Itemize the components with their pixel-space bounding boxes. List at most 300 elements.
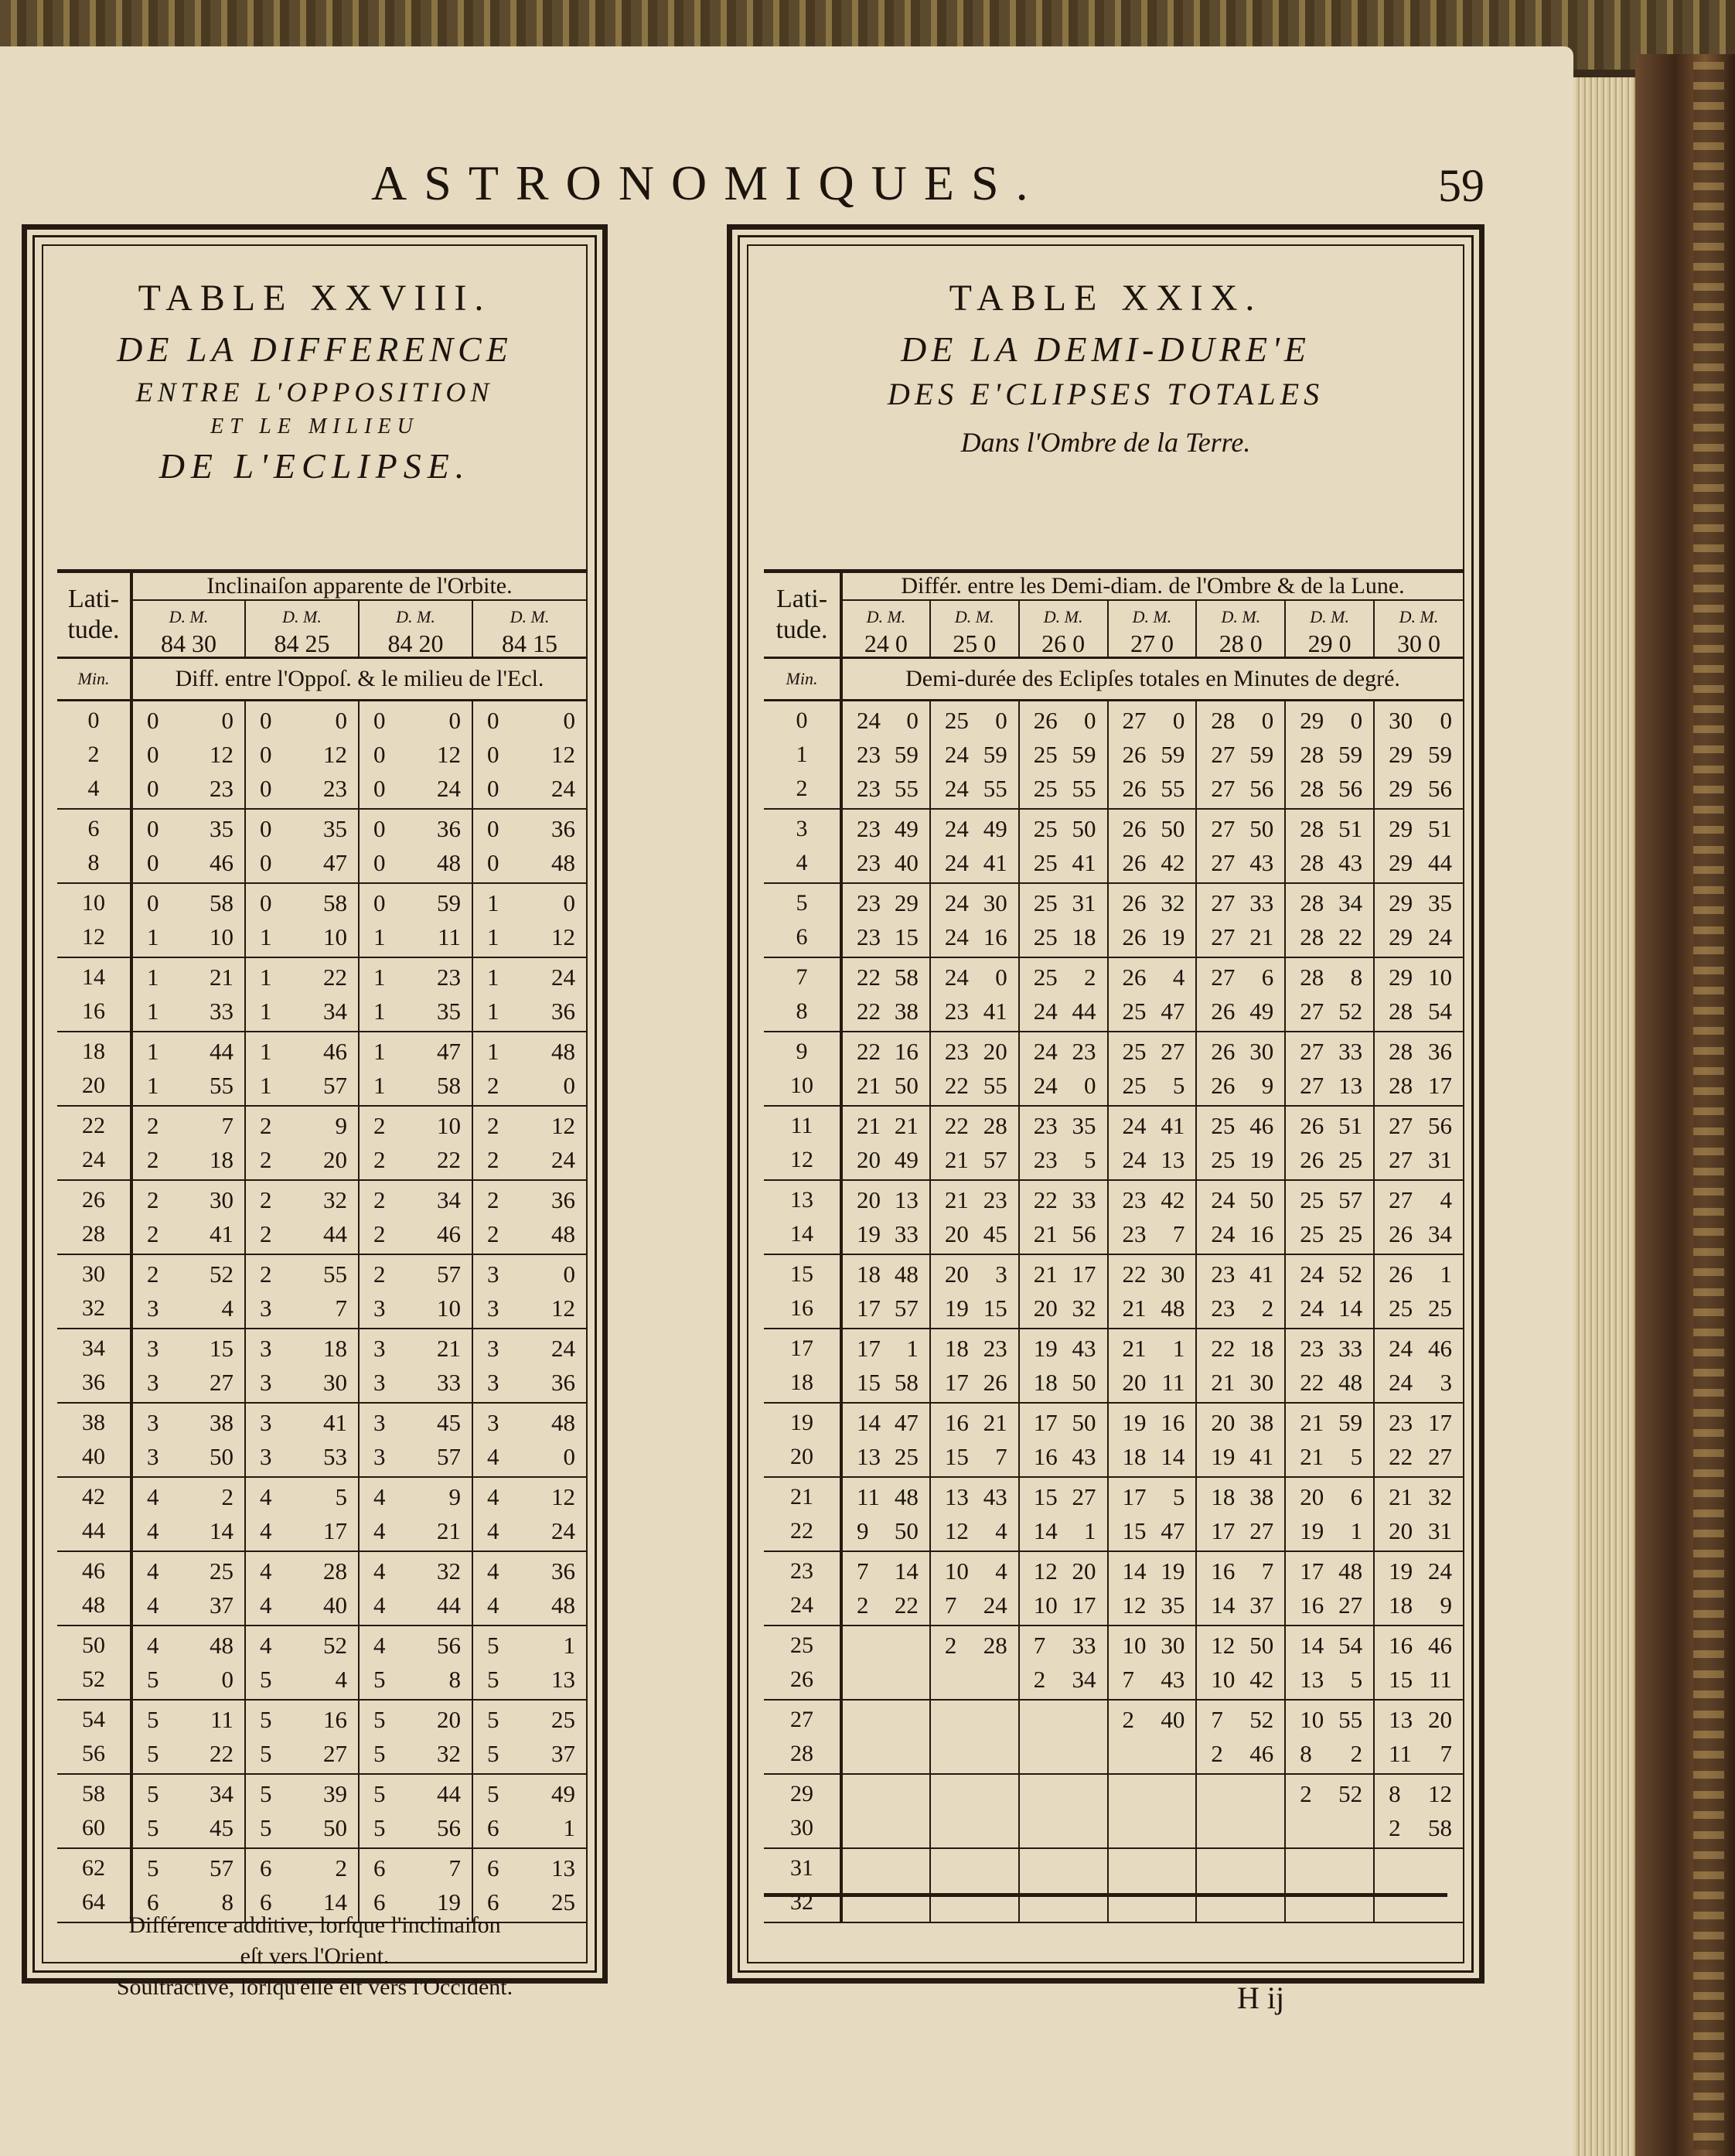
- minutes-value: 37: [210, 1591, 233, 1619]
- latitude-cell: [57, 1477, 131, 1551]
- degrees-value: 26: [1211, 997, 1236, 1025]
- value-cell: [1374, 1477, 1463, 1551]
- latitude-value: 21: [790, 1483, 813, 1510]
- value-pair: [133, 994, 244, 1029]
- minutes-value: 14: [1161, 1442, 1185, 1470]
- value-cell: [359, 1254, 472, 1329]
- value-pair: [1109, 846, 1196, 880]
- minutes-value: 2: [221, 1482, 233, 1510]
- degrees-value: 28: [1300, 848, 1324, 876]
- degrees-value: 16: [944, 1408, 969, 1436]
- minutes-value: 50: [1249, 814, 1274, 842]
- degrees-value: 5: [260, 1813, 272, 1841]
- value-pair: [1286, 1629, 1373, 1663]
- value-pair: [1286, 1554, 1373, 1588]
- degrees-value: 5: [260, 1665, 272, 1693]
- minutes-value: 30: [323, 1368, 347, 1396]
- table-row-group: [764, 1329, 1463, 1403]
- value-cell: [131, 1551, 245, 1626]
- minutes-value: 21: [437, 1516, 461, 1544]
- minutes-value: 50: [210, 1442, 233, 1470]
- value-pair: [360, 1069, 472, 1103]
- minutes-value: 55: [983, 1071, 1007, 1099]
- value-pair: [1197, 846, 1284, 880]
- value-pair: [360, 1332, 472, 1366]
- value-pair: [843, 772, 929, 806]
- degrees-value: 23: [1211, 1294, 1236, 1322]
- latitude-value: 13: [790, 1186, 813, 1213]
- table-row-group: [57, 1700, 586, 1774]
- value-cell: [1285, 1774, 1374, 1848]
- minutes-value: 4: [1440, 1185, 1452, 1213]
- minutes-value: 24: [551, 1334, 575, 1362]
- value-pair: [931, 1069, 1018, 1103]
- degrees-value: 2: [1211, 1739, 1223, 1767]
- value-pair: [1020, 1291, 1107, 1325]
- value-pair: [843, 886, 929, 920]
- value-pair: [1375, 1366, 1463, 1400]
- column-value: 84 25: [274, 629, 330, 657]
- minutes-value: 0: [221, 1665, 233, 1693]
- minutes-value: 50: [1072, 1368, 1096, 1396]
- degrees-value: 1: [260, 923, 272, 950]
- value-cell: [1196, 1477, 1285, 1551]
- degrees-value: 24: [1211, 1185, 1236, 1213]
- degrees-value: 28: [1300, 963, 1324, 991]
- value-cell: [841, 1329, 930, 1403]
- value-pair: [1020, 1554, 1107, 1588]
- degrees-value: 24: [944, 814, 969, 842]
- degrees-value: 3: [147, 1442, 159, 1470]
- minutes-value: 30: [1249, 1368, 1274, 1396]
- degrees-value: 0: [373, 706, 386, 734]
- minutes-value: 25: [894, 1442, 919, 1470]
- value-pair: [1197, 1291, 1284, 1325]
- latitude-value: 6: [87, 815, 100, 841]
- value-pair: [1286, 1366, 1373, 1400]
- degrees-value: 23: [1033, 1145, 1058, 1173]
- value-pair: [133, 1257, 244, 1291]
- value-cell: [472, 1106, 586, 1180]
- latitude-value: 56: [82, 1740, 105, 1766]
- degrees-value: 6: [487, 1813, 499, 1841]
- value-pair: [1020, 1332, 1107, 1366]
- value-pair: [246, 1554, 358, 1588]
- minutes-value: 15: [210, 1334, 233, 1362]
- value-pair: [1109, 1480, 1196, 1514]
- value-cell: [472, 1774, 586, 1848]
- value-pair: [360, 704, 472, 738]
- minutes-value: 31: [1072, 889, 1096, 916]
- value-pair: [1286, 1109, 1373, 1143]
- value-pair: [473, 772, 586, 806]
- minutes-value: 23: [983, 1185, 1007, 1213]
- degrees-value: 1: [487, 1037, 499, 1065]
- table-xxviii-heading: [43, 277, 586, 486]
- degrees-value: 5: [373, 1665, 386, 1693]
- latitude-value: 16: [790, 1295, 813, 1321]
- value-pair: [843, 812, 929, 846]
- value-cell: [841, 1403, 930, 1477]
- value-cell: [930, 1180, 1019, 1254]
- column-value: 28 0: [1219, 629, 1263, 657]
- value-pair: [931, 886, 1018, 920]
- degrees-value: 24: [1033, 1071, 1058, 1099]
- value-pair: [473, 1554, 586, 1588]
- value-pair: [246, 920, 358, 954]
- table-row-group: [764, 1626, 1463, 1700]
- latitude-cell: [57, 1106, 131, 1180]
- degrees-value: 25: [1300, 1220, 1324, 1247]
- value-pair: [1375, 1554, 1463, 1588]
- value-cell: [245, 1477, 359, 1551]
- value-pair: [1375, 704, 1463, 738]
- value-pair: [1375, 738, 1463, 772]
- value-pair: [1109, 920, 1196, 954]
- value-pair: [1109, 1703, 1196, 1737]
- value-pair: [1020, 772, 1107, 806]
- column-value: 26 0: [1041, 629, 1086, 657]
- column-header: [1019, 600, 1108, 658]
- value-pair: [133, 1737, 244, 1771]
- latitude-value: 60: [82, 1814, 105, 1840]
- degrees-value: 25: [1122, 997, 1147, 1025]
- value-pair: [1197, 1183, 1284, 1217]
- degrees-value: 24: [944, 963, 969, 991]
- degrees-value: 4: [147, 1591, 159, 1619]
- minutes-value: 46: [1249, 1739, 1274, 1767]
- degrees-value: 3: [373, 1442, 386, 1470]
- minutes-value: 19: [1161, 923, 1185, 950]
- degrees-value: 2: [147, 1185, 159, 1213]
- degrees-value: 0: [147, 889, 159, 916]
- value-cell: [1108, 1106, 1197, 1180]
- minutes-value: 25: [1338, 1145, 1363, 1173]
- degrees-value: 28: [1389, 1071, 1413, 1099]
- value-pair: [931, 1851, 1018, 1885]
- degrees-value: 3: [260, 1442, 272, 1470]
- degrees-value: 4: [260, 1591, 272, 1619]
- latitude-value: 54: [82, 1706, 105, 1732]
- value-pair: [133, 1183, 244, 1217]
- value-cell: [1196, 1774, 1285, 1848]
- degrees-value: 10: [1211, 1665, 1236, 1693]
- minutes-value: 4: [221, 1294, 233, 1322]
- value-pair: [1286, 772, 1373, 806]
- minutes-value: 59: [1161, 740, 1185, 768]
- degrees-value: 1: [487, 889, 499, 916]
- value-pair: [1109, 1777, 1196, 1811]
- degrees-value: 14: [1033, 1516, 1058, 1544]
- value-pair: [1109, 1663, 1196, 1697]
- value-pair: [133, 1514, 244, 1548]
- minutes-value: 25: [1338, 1220, 1363, 1247]
- minutes-value: 17: [1428, 1408, 1452, 1436]
- degrees-value: 2: [373, 1220, 386, 1247]
- minutes-value: 32: [437, 1739, 461, 1767]
- degrees-value: 5: [260, 1739, 272, 1767]
- degrees-value: 23: [944, 1037, 969, 1065]
- degrees-value: 4: [260, 1631, 272, 1659]
- value-pair: [1020, 846, 1107, 880]
- value-cell: [131, 1180, 245, 1254]
- degrees-value: 25: [1211, 1145, 1236, 1173]
- header-row: [764, 571, 1463, 601]
- value-pair: [1286, 1143, 1373, 1177]
- minutes-value: 48: [551, 1591, 575, 1619]
- degrees-value: 27: [1211, 774, 1236, 802]
- degrees-value: 1: [487, 997, 499, 1025]
- degrees-value: 1: [373, 997, 386, 1025]
- value-cell: [472, 1180, 586, 1254]
- degrees-value: 20: [1300, 1482, 1324, 1510]
- footnote-line: eſt vers l'Orient.: [240, 1943, 390, 1969]
- value-pair: [843, 704, 929, 738]
- latitude-cell: [764, 1848, 841, 1922]
- header-row: [57, 571, 586, 601]
- degrees-value: 0: [147, 740, 159, 768]
- inclination-header: Différ. entre les Demi-diam. de l'Ombre & de la Lune.: [841, 571, 1463, 601]
- value-cell: [245, 1403, 359, 1477]
- degrees-value: 5: [487, 1665, 499, 1693]
- degrees-value: 14: [857, 1408, 881, 1436]
- value-pair: [360, 886, 472, 920]
- latitude-value: 30: [82, 1261, 105, 1287]
- degrees-value: 26: [1122, 923, 1147, 950]
- degrees-value: 2: [147, 1260, 159, 1288]
- degrees-value: 9: [857, 1516, 869, 1544]
- minutes-value: 41: [1249, 1442, 1274, 1470]
- value-pair: [246, 1291, 358, 1325]
- value-cell: [1108, 883, 1197, 957]
- value-cell: [131, 809, 245, 883]
- value-cell: [245, 1032, 359, 1106]
- degrees-value: 26: [1122, 889, 1147, 916]
- value-pair: [1020, 994, 1107, 1029]
- value-pair: [133, 1588, 244, 1622]
- minutes-value: 40: [894, 848, 919, 876]
- minutes-value: 5: [1172, 1071, 1185, 1099]
- minutes-value: 48: [551, 1408, 575, 1436]
- footnote-line: Différence additive, lorſque l'inclinaiſon: [128, 1912, 501, 1938]
- degrees-value: 10: [1033, 1591, 1058, 1619]
- latitude-value: 12: [82, 923, 105, 950]
- column-value: 25 0: [953, 629, 997, 657]
- degrees-value: 4: [260, 1482, 272, 1510]
- minutes-value: 1: [563, 1813, 575, 1841]
- value-pair: [1109, 704, 1196, 738]
- value-cell: [245, 1254, 359, 1329]
- latitude-value: 22: [790, 1517, 813, 1544]
- value-pair: [1286, 1183, 1373, 1217]
- minutes-value: 23: [323, 774, 347, 802]
- degrees-value: 2: [1300, 1779, 1312, 1807]
- value-pair: [1109, 1514, 1196, 1548]
- value-pair: [360, 738, 472, 772]
- value-cell: [1019, 701, 1108, 809]
- degrees-value: 27: [1389, 1185, 1413, 1213]
- degrees-value: 17: [1300, 1557, 1324, 1585]
- minutes-value: 15: [894, 923, 919, 950]
- minutes-value: 5: [1084, 1145, 1096, 1173]
- value-pair: [473, 738, 586, 772]
- latitude-value: 64: [82, 1888, 105, 1915]
- latitude-cell: [57, 957, 131, 1032]
- minutes-value: 0: [335, 706, 347, 734]
- value-cell: [1196, 1848, 1285, 1922]
- value-pair: [931, 1217, 1018, 1251]
- value-cell: [1196, 1032, 1285, 1106]
- latitude-cell: [57, 1180, 131, 1254]
- minutes-value: 4: [995, 1516, 1007, 1544]
- minutes-value: 11: [438, 923, 461, 950]
- degrees-value: 0: [373, 814, 386, 842]
- value-pair: [931, 1143, 1018, 1177]
- value-pair: [1286, 1811, 1373, 1845]
- value-pair: [1375, 1143, 1463, 1177]
- minutes-value: 16: [894, 1037, 919, 1065]
- minutes-value: 50: [894, 1516, 919, 1544]
- value-pair: [1375, 886, 1463, 920]
- value-pair: [133, 1851, 244, 1885]
- value-cell: [1285, 1254, 1374, 1329]
- latitude-cell: [57, 701, 131, 809]
- value-pair: [473, 1366, 586, 1400]
- value-pair: [1197, 1480, 1284, 1514]
- degrees-value: 3: [487, 1294, 499, 1322]
- value-pair: [843, 1257, 929, 1291]
- degrees-value: 21: [944, 1145, 969, 1173]
- value-pair: [473, 1629, 586, 1663]
- degrees-value: 21: [1122, 1334, 1147, 1362]
- value-pair: [1375, 772, 1463, 806]
- minutes-value: 35: [1072, 1111, 1096, 1139]
- latitude-value: 20: [790, 1443, 813, 1469]
- degrees-value: 4: [373, 1631, 386, 1659]
- value-pair: [473, 1737, 586, 1771]
- column-header: [245, 600, 359, 658]
- latitude-cell: [57, 883, 131, 957]
- value-pair: [1109, 1588, 1196, 1622]
- minutes-value: 8: [448, 1665, 461, 1693]
- degrees-value: 25: [1033, 923, 1058, 950]
- value-pair: [360, 960, 472, 994]
- degrees-value: 0: [487, 774, 499, 802]
- value-cell: [359, 1180, 472, 1254]
- value-pair: [246, 1183, 358, 1217]
- minutes-value: 8: [1350, 963, 1363, 991]
- degrees-value: 13: [944, 1482, 969, 1510]
- value-pair: [1197, 1663, 1284, 1697]
- value-cell: [1019, 1032, 1108, 1106]
- degrees-value: 0: [487, 848, 499, 876]
- minutes-value: 14: [210, 1516, 233, 1544]
- degrees-value: 6: [373, 1854, 386, 1881]
- degrees-value: 26: [1122, 848, 1147, 876]
- value-pair: [246, 1406, 358, 1440]
- value-cell: [1108, 1477, 1197, 1551]
- value-pair: [1109, 1332, 1196, 1366]
- value-pair: [1375, 1069, 1463, 1103]
- value-cell: [1196, 1180, 1285, 1254]
- value-pair: [133, 920, 244, 954]
- minutes-value: 32: [1161, 889, 1185, 916]
- value-cell: [359, 1551, 472, 1626]
- degrees-value: 24: [1033, 997, 1058, 1025]
- latitude-value: 17: [790, 1335, 813, 1361]
- table-row-group: [764, 1032, 1463, 1106]
- value-cell: [1019, 1106, 1108, 1180]
- latitude-cell: [764, 957, 841, 1032]
- latitude-cell: [764, 1403, 841, 1477]
- table-row-group: [57, 1329, 586, 1403]
- degrees-value: 23: [1122, 1185, 1147, 1213]
- degrees-value: 24: [1300, 1294, 1324, 1322]
- degrees-value: 3: [487, 1334, 499, 1362]
- value-pair: [1197, 1811, 1284, 1845]
- degrees-value: 27: [1122, 706, 1147, 734]
- value-pair: [931, 1629, 1018, 1663]
- value-pair: [1197, 886, 1284, 920]
- column-header: [841, 600, 930, 658]
- table-row-group: [57, 701, 586, 809]
- value-cell: [472, 701, 586, 809]
- minutes-value: 43: [983, 1482, 1007, 1510]
- value-pair: [843, 1777, 929, 1811]
- degrees-value: 1: [487, 963, 499, 991]
- degrees-value: 18: [857, 1260, 881, 1288]
- degrees-value: 0: [147, 848, 159, 876]
- value-pair: [931, 1332, 1018, 1366]
- latitude-cell: [764, 1254, 841, 1329]
- column-value: 27 0: [1130, 629, 1174, 657]
- value-cell: [1196, 809, 1285, 883]
- value-cell: [1108, 1774, 1197, 1848]
- degrees-value: 13: [1300, 1665, 1324, 1693]
- value-pair: [246, 1069, 358, 1103]
- value-pair: [931, 1406, 1018, 1440]
- value-pair: [246, 886, 358, 920]
- minutes-value: 38: [1249, 1408, 1274, 1436]
- value-cell: [472, 1254, 586, 1329]
- latitude-value: 27: [790, 1706, 813, 1732]
- degrees-value: 3: [260, 1294, 272, 1322]
- degrees-value: 2: [1389, 1813, 1401, 1841]
- minutes-value: 26: [983, 1368, 1007, 1396]
- degrees-value: 28: [1300, 814, 1324, 842]
- value-pair: [473, 994, 586, 1029]
- value-pair: [1375, 1777, 1463, 1811]
- minutes-value: 48: [1338, 1368, 1363, 1396]
- minutes-value: 51: [1428, 814, 1452, 842]
- minutes-value: 31: [1428, 1145, 1452, 1173]
- degree-minute-label: D. M.: [1221, 607, 1261, 626]
- degrees-value: 22: [944, 1071, 969, 1099]
- degrees-value: 4: [147, 1516, 159, 1544]
- latitude-cell: [57, 1254, 131, 1329]
- table-row-group: [57, 1180, 586, 1254]
- value-pair: [1020, 1663, 1107, 1697]
- minutes-value: 50: [1161, 814, 1185, 842]
- value-pair: [931, 1777, 1018, 1811]
- table-row-group: [57, 809, 586, 883]
- value-pair: [360, 1777, 472, 1811]
- degrees-value: 24: [1033, 1037, 1058, 1065]
- value-cell: [1374, 1180, 1463, 1254]
- minutes-value: 7: [221, 1111, 233, 1139]
- degrees-value: 19: [1211, 1442, 1236, 1470]
- degrees-value: 21: [1389, 1482, 1413, 1510]
